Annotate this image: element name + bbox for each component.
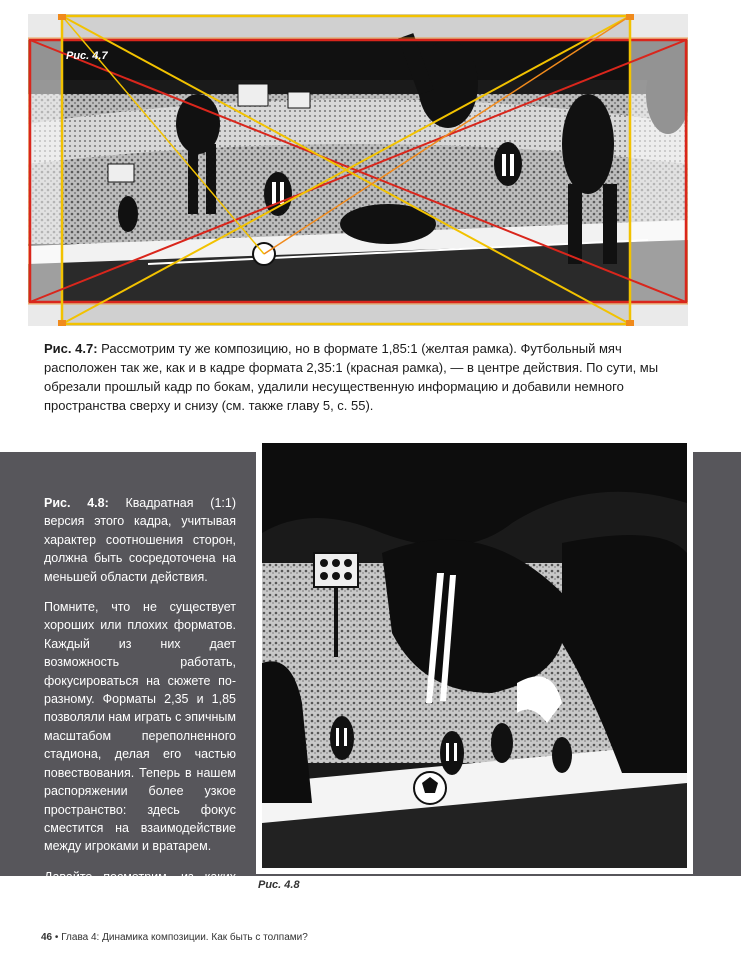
- chapter-title: Глава 4: Динамика композиции. Как быть с толпами?: [61, 932, 308, 943]
- caption-4-8-prefix: Рис. 4.8:: [44, 496, 109, 510]
- page-number: 46: [41, 932, 53, 943]
- figure-4-8-illustration: [262, 443, 687, 868]
- side-paragraph-3: Давайте посмотрим, из каких элементов состоит эта квадратная композиция.: [44, 869, 236, 921]
- page-footer: [41, 932, 308, 943]
- side-text: [44, 494, 236, 935]
- figure-4-7-label: Рис. 4.7: [66, 50, 108, 62]
- footer-bullet: •: [54, 932, 59, 943]
- side-paragraph-2: Помните, что не существует хороших или плохих форматов. Каждый из них дает возможность работать, фокусироваться на сюжете по-разному. Форматы 2,35 и 1,85 позволяли нам играть с эпичным масштабом переполненного стадиона, делая его частью повествования. Теперь в нашем распоряжении более узкое пространство: здесь фокус сместится на взаимодействие между игроками и вратарем.: [44, 600, 236, 854]
- figure-4-7-illustration: [28, 14, 688, 326]
- caption-4-8-text: Квадратная (1:1) версия этого кадра, учитывая характер соотношения сторон, должна быть сосредоточена на меньшей области действия.: [44, 496, 236, 584]
- figure-4-7: [28, 14, 688, 326]
- figure-4-7-caption: [44, 339, 692, 415]
- caption-4-7-text: Рассмотрим ту же композицию, но в формате 1,85:1 (желтая рамка). Футбольный мяч расположен так же, как и в кадре формата 2,35:1 (красная рамка), — в центре действия. По сути, мы обрезали прошлый кадр по бокам, удалили несущественную информацию и добавили немного пространства сверху и снизу (см. также главу 5, с. 55).: [44, 341, 659, 413]
- figure-4-8: [256, 437, 693, 874]
- caption-4-7-prefix: Рис. 4.7:: [44, 341, 98, 356]
- figure-4-8-label: Рис. 4.8: [258, 879, 300, 891]
- caption-4-8: [44, 494, 236, 586]
